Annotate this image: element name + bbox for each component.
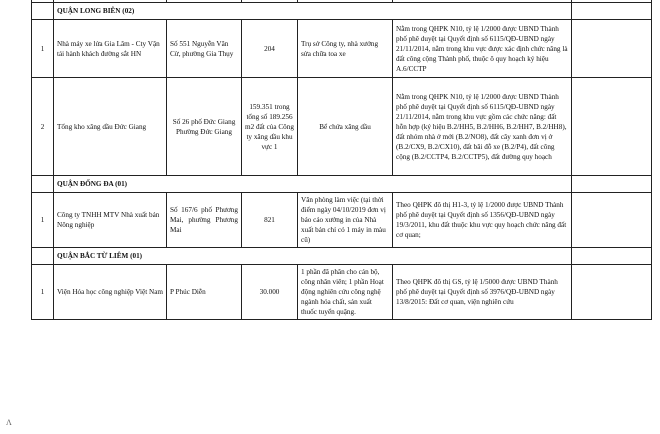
row-stt: 2 [32,78,54,176]
row-area: 204 [242,20,298,78]
row-current-use: Trụ sở Công ty, nhà xưởng sửa chữa toa xe [298,20,393,78]
table-row [32,78,652,176]
row-address: Số 167/6 phố Phương Mai, phường Phương Mai [167,193,242,248]
row-current-use: 1 phần đã phân cho cán bộ, công nhân viên; 1 phần Hoạt động nghiên cứu công nghệ ngành hóa chất, sản xuất thuốc tuyển quặng. [298,265,393,320]
row-stt: 1 [32,265,54,320]
row-note [572,265,652,320]
table-row [32,265,652,320]
row-stt: 1 [32,20,54,78]
row-address: Số 26 phố Đức Giang Phường Đức Giang [167,78,242,176]
land-relocation-table [31,0,652,320]
table-row [32,193,652,248]
row-name: Tổng kho xăng dầu Đức Giang [54,78,167,176]
row-name: Viện Hóa học công nghiệp Việt Nam [54,265,167,320]
row-planning: Theo QHPK đô thị H1-3, tỷ lệ 1/2000 được UBND Thành phố phê duyệt tại Quyết định số 1356/QĐ-UBND ngày 19/3/2011, khu đất thuộc khu vực quy hoạch chức năng đất cơ quan; [393,193,572,248]
row-area: 821 [242,193,298,248]
row-current-use: Bể chứa xăng dầu [298,78,393,176]
row-planning: Nằm trong QHPK N10, tỷ lệ 1/2000 được UBND Thành phố phê duyệt tại Quyết định số 6115/QĐ-UBND ngày 21/11/2014, nằm trong khu vực gồm các chức năng: đất hỗn hợp (ký hiệu B.2/HH5, B.2/HH6, B.2/HH7, B.2/HH8), đất nhóm nhà ở mới (B.2/NO8), đất cây xanh đơn vị ở (B.2/CX9, B.2/CX10), đất bãi đỗ xe (B.2/P4), đất công cộng (B.2/CCTP4, B.2/CCTP5), đất đường quy hoạch [393,78,572,176]
row-note [572,193,652,248]
row-stt: 1 [32,193,54,248]
table-row [32,20,652,78]
row-address: P Phúc Diễn [167,265,242,320]
row-address: Số 551 Nguyễn Văn Cừ, phường Gia Thụy [167,20,242,78]
corner-mark: Λ [6,418,12,427]
row-planning: Theo QHPK đô thị GS, tỷ lệ 1/5000 được UBND Thành phố phê duyệt tại Quyết định số 3976/QĐ-UBND ngày 13/8/2015: Đất cơ quan, viện nghiên cứu [393,265,572,320]
section-title: QUẬN ĐỐNG ĐA (01) [54,176,572,193]
row-name: Công ty TNHH MTV Nhà xuất bản Nông nghiệp [54,193,167,248]
section-title: QUẬN LONG BIÊN (02) [54,3,572,20]
row-note [572,20,652,78]
row-current-use: Văn phòng làm việc (tại thời điểm ngày 04/10/2019 đơn vị báo cáo xưởng in của Nhà xuất bản chỉ có 1 máy in màu cũ) [298,193,393,248]
row-name: Nhà máy xe lửa Gia Lâm - Cty Vận tải hành khách đường sắt HN [54,20,167,78]
section-row [32,248,652,265]
row-area: 159.351 trong tổng số 189.256 m2 đất của Công ty xăng dầu khu vực 1 [242,78,298,176]
section-title: QUẬN BẮC TỪ LIÊM (01) [54,248,572,265]
section-row [32,3,652,20]
section-row [32,176,652,193]
row-planning: Nằm trong QHPK N10, tỷ lệ 1/2000 được UBND Thành phố phê duyệt tại Quyết định số 6115/QĐ-UBND ngày 21/11/2014, nằm trong khu vực được xác định chức năng là đất công cộng Thành phố, thuộc ô quy hoạch ký hiệu A.6/CCTP [393,20,572,78]
row-area: 30.000 [242,265,298,320]
row-note [572,78,652,176]
